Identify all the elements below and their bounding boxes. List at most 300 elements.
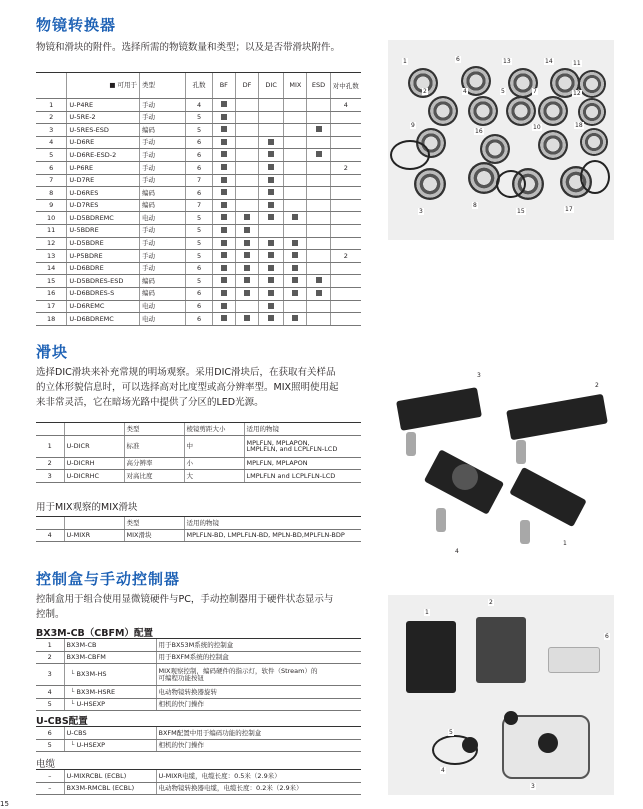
page-number: 15 — [0, 800, 9, 808]
row-number: 13 — [36, 250, 67, 263]
cell-esd — [307, 136, 330, 149]
row-number: 1 — [36, 99, 67, 112]
cell-mix — [284, 275, 307, 288]
cell-esd — [307, 124, 330, 137]
check-square-icon — [268, 265, 274, 271]
section1-desc: 物镜和滑块的附件。选择所需的物镜数量和类型；以及是否带滑块附件。 — [36, 42, 341, 53]
cell-bf — [212, 250, 235, 263]
check-square-icon — [221, 277, 227, 283]
row-holes: 7 — [186, 174, 212, 187]
row-number: 3 — [36, 664, 64, 686]
row-type: 编码 — [140, 275, 186, 288]
check-square-icon — [244, 240, 250, 246]
row-centering — [330, 136, 361, 149]
row-number: 2 — [36, 457, 64, 470]
check-square-icon — [316, 126, 322, 132]
cell-esd — [307, 187, 330, 200]
row-model: U-DICR — [64, 435, 124, 457]
cell-df — [235, 212, 258, 225]
control-box-image — [406, 621, 456, 693]
cell-bf — [212, 199, 235, 212]
row-model: U-P4RE — [67, 99, 140, 112]
row-type: 编码 — [140, 124, 186, 137]
section2-desc-3: 来非常灵活，它在暗场光路中提供了分区的LED光源。 — [36, 397, 264, 408]
cell-dic — [259, 300, 284, 313]
row-centering — [330, 237, 361, 250]
row-model: U-D6RES — [67, 187, 140, 200]
nosepiece-image — [428, 96, 458, 126]
table-row — [36, 124, 361, 137]
row-holes: 6 — [186, 149, 212, 162]
cb-table — [36, 638, 361, 711]
row-model — [64, 782, 156, 795]
row-type: 手动 — [140, 262, 186, 275]
row-number: 3 — [36, 470, 64, 483]
table-row — [36, 224, 361, 237]
cell-mix — [284, 99, 307, 112]
cell-dic — [259, 161, 284, 174]
cell-dic — [259, 199, 284, 212]
cell-df — [235, 237, 258, 250]
row-description — [156, 739, 361, 752]
row-model: U-D6BDRE — [67, 262, 140, 275]
check-square-icon — [268, 139, 274, 145]
photo-callout: 5 — [501, 88, 505, 95]
header-mix: MIX — [284, 73, 307, 99]
cell-esd — [307, 199, 330, 212]
cell-esd — [307, 275, 330, 288]
table-row — [36, 111, 361, 124]
photo-callout: 6 — [605, 633, 609, 640]
mix-header-type: 类型 — [124, 517, 184, 530]
nosepiece-image — [578, 70, 606, 98]
check-square-icon — [268, 303, 274, 309]
row-centering — [330, 124, 361, 137]
check-square-icon — [221, 240, 227, 246]
cell-esd — [307, 161, 330, 174]
row-type: 编码 — [140, 199, 186, 212]
description-line-1: 相机的快门操作 — [158, 741, 204, 750]
check-square-icon — [268, 277, 274, 283]
objectives-line-1: MPLFLN, MPLAPON, — [246, 438, 310, 447]
table-row — [36, 782, 361, 795]
photo-callout: 3 — [531, 783, 535, 790]
row-model: U-5RES-ESD — [67, 124, 140, 137]
row-model: U-D6RE — [67, 136, 140, 149]
photo-callout: 11 — [573, 60, 581, 67]
table-row — [36, 212, 361, 225]
cell-mix — [284, 124, 307, 137]
nosepiece-image — [538, 96, 568, 126]
check-square-icon — [244, 277, 250, 283]
row-number: 3 — [36, 124, 67, 137]
description-line-1: 相机的快门操作 — [158, 700, 204, 709]
cell-mix — [284, 187, 307, 200]
header-df: DF — [235, 73, 258, 99]
table-header — [36, 73, 361, 99]
cell-mix — [284, 174, 307, 187]
row-centering: 2 — [330, 250, 361, 263]
row-holes: 6 — [186, 313, 212, 326]
table-row — [36, 300, 361, 313]
row-holes: 6 — [186, 136, 212, 149]
row-number: 17 — [36, 300, 67, 313]
photo-callout: 2 — [423, 88, 427, 95]
cell-esd — [307, 111, 330, 124]
row-type: 手动 — [140, 111, 186, 124]
photo-callout: 9 — [411, 122, 415, 129]
row-model: U-D7RES — [67, 199, 140, 212]
cell-dic — [259, 124, 284, 137]
indent-tree-icon: └ — [70, 670, 77, 679]
row-number: 4 — [36, 136, 67, 149]
cable-table — [36, 769, 361, 795]
cell-esd — [307, 224, 330, 237]
cb-subtitle: BX3M-CB（CBFM）配置 — [36, 628, 153, 639]
row-number: 7 — [36, 174, 67, 187]
model-text: U-MIXRCBL (ECBL) — [66, 771, 127, 780]
table-row — [36, 664, 361, 686]
check-square-icon — [268, 290, 274, 296]
row-description — [156, 639, 361, 652]
cable-image — [432, 735, 478, 765]
row-objectives: MPLFLN-BD, LMPLFLN-BD, MPLN-BD,MPLFLN-BDP — [184, 529, 361, 542]
cell-mix — [284, 149, 307, 162]
controller-photo — [388, 595, 614, 795]
check-square-icon — [244, 265, 250, 271]
cell-mix — [284, 250, 307, 263]
cell-dic — [259, 187, 284, 200]
row-holes: 5 — [186, 224, 212, 237]
cell-mix — [284, 111, 307, 124]
cell-df — [235, 149, 258, 162]
row-holes: 5 — [186, 111, 212, 124]
description-line-1: 电动物镜转换器旋转 — [158, 687, 217, 696]
row-centering — [330, 199, 361, 212]
photo-callout: 8 — [473, 202, 477, 209]
table-row — [36, 639, 361, 652]
row-number: 6 — [36, 161, 67, 174]
row-number: 2 — [36, 111, 67, 124]
control-box-image — [476, 617, 526, 683]
description-line-1: BXFM配置中用于编码功能的控制盒 — [158, 728, 262, 737]
check-square-icon — [268, 164, 274, 170]
header-bf: BF — [212, 73, 235, 99]
row-type: 手动 — [140, 161, 186, 174]
check-square-icon — [292, 252, 298, 258]
nosepiece-photo — [388, 40, 614, 240]
photo-callout: 1 — [425, 609, 429, 616]
description-line-1: MIX观察控制，编码硬件的指示灯，软件（Stream）的 — [158, 667, 318, 676]
row-number: 4 — [36, 529, 64, 542]
row-holes: 5 — [186, 250, 212, 263]
row-shear: 中 — [184, 435, 244, 457]
cell-df — [235, 313, 258, 326]
header-available: ■ 可用于 — [67, 73, 140, 99]
slider-header-objectives: 适用的物镜 — [244, 423, 361, 436]
row-objectives — [244, 470, 361, 483]
check-square-icon — [268, 202, 274, 208]
check-square-icon — [221, 315, 227, 321]
cell-df — [235, 187, 258, 200]
check-square-icon — [292, 214, 298, 220]
check-square-icon — [268, 240, 274, 246]
row-number: 14 — [36, 262, 67, 275]
slider-image — [396, 387, 482, 431]
description-line-1: U-MIXR电缆，电缆长度：0.5米（2.9米） — [158, 771, 281, 780]
check-square-icon — [221, 177, 227, 183]
row-holes: 6 — [186, 300, 212, 313]
row-type: 手动 — [140, 149, 186, 162]
cable-image — [390, 140, 430, 170]
slider-knob-image — [520, 520, 530, 544]
cell-bf — [212, 224, 235, 237]
table-row — [36, 187, 361, 200]
cell-mix — [284, 136, 307, 149]
row-number: 15 — [36, 275, 67, 288]
row-centering — [330, 287, 361, 300]
row-number: 8 — [36, 187, 67, 200]
indent-tree-icon: └ — [70, 687, 77, 696]
indent-tree-icon: └ — [70, 700, 77, 709]
row-type: 对高比度 — [124, 470, 184, 483]
header-centering: 对中孔数 — [330, 73, 361, 99]
row-model: U-D5BDRE — [67, 237, 140, 250]
model-text: BX3M-CB — [66, 640, 97, 649]
cell-esd — [307, 99, 330, 112]
row-centering — [330, 275, 361, 288]
cell-bf — [212, 287, 235, 300]
row-centering — [330, 262, 361, 275]
row-model — [64, 698, 156, 711]
photo-callout: 17 — [565, 206, 573, 213]
check-square-icon — [292, 290, 298, 296]
photo-callout: 6 — [456, 56, 460, 63]
row-shear: 大 — [184, 470, 244, 483]
check-square-icon — [244, 315, 250, 321]
cell-bf — [212, 313, 235, 326]
row-centering — [330, 174, 361, 187]
cell-esd — [307, 262, 330, 275]
row-number: 12 — [36, 237, 67, 250]
cell-bf — [212, 111, 235, 124]
objectives-line-1: MPLFLN, MPLAPON — [246, 459, 308, 468]
cell-df — [235, 262, 258, 275]
description-line-2: 可编程功能按钮 — [158, 673, 204, 682]
photo-callout: 10 — [533, 124, 541, 131]
row-model: U-DICRH — [64, 457, 124, 470]
cell-dic — [259, 250, 284, 263]
row-number: 5 — [36, 739, 64, 752]
photo-callout: 3 — [419, 208, 423, 215]
check-square-icon — [244, 290, 250, 296]
table-row — [36, 199, 361, 212]
photo-callout: 13 — [503, 58, 511, 65]
row-model: U-MIXR — [64, 529, 124, 542]
check-square-icon — [221, 252, 227, 258]
cell-bf — [212, 212, 235, 225]
row-objectives — [244, 435, 361, 457]
cable-subtitle: 电缆 — [36, 759, 56, 770]
check-square-icon — [268, 252, 274, 258]
row-model: U-D6BDRES-S — [67, 287, 140, 300]
cell-df — [235, 111, 258, 124]
row-holes: 5 — [186, 212, 212, 225]
cell-esd — [307, 250, 330, 263]
cell-mix — [284, 313, 307, 326]
row-centering — [330, 149, 361, 162]
photo-callout: 16 — [475, 128, 483, 135]
model-text: BX3M-HSRE — [76, 687, 116, 696]
cell-df — [235, 224, 258, 237]
row-model: U-D6BDREMC — [67, 313, 140, 326]
row-holes: 7 — [186, 199, 212, 212]
check-square-icon — [221, 139, 227, 145]
row-type: 标准 — [124, 435, 184, 457]
row-type: 手动 — [140, 174, 186, 187]
check-square-icon — [292, 277, 298, 283]
table-row — [36, 136, 361, 149]
cell-mix — [284, 161, 307, 174]
check-square-icon — [221, 214, 227, 220]
cell-df — [235, 99, 258, 112]
cell-mix — [284, 199, 307, 212]
table-row — [36, 770, 361, 783]
row-centering — [330, 111, 361, 124]
row-number: 1 — [36, 435, 64, 457]
check-square-icon — [221, 265, 227, 271]
row-description — [156, 686, 361, 699]
cell-bf — [212, 237, 235, 250]
table-row — [36, 275, 361, 288]
photo-callout: 14 — [545, 58, 553, 65]
header-holes: 孔数 — [186, 73, 212, 99]
check-square-icon — [316, 290, 322, 296]
cbs-box-image — [548, 647, 600, 673]
description-line-1: 用于BXFM系统的控制盒 — [158, 653, 229, 662]
cell-df — [235, 199, 258, 212]
photo-callout: 4 — [455, 548, 459, 555]
row-model — [64, 639, 156, 652]
cell-bf — [212, 300, 235, 313]
table-row — [36, 174, 361, 187]
model-text: BX3M-RMCBL (ECBL) — [66, 784, 135, 793]
table-row — [36, 99, 361, 112]
check-square-icon — [268, 315, 274, 321]
header-dic: DIC — [259, 73, 284, 99]
row-type: 编码 — [140, 187, 186, 200]
mix-header-objectives: 适用的物镜 — [184, 517, 361, 530]
photo-callout: 1 — [563, 540, 567, 547]
nosepiece-image — [480, 134, 510, 164]
table-row — [36, 149, 361, 162]
check-square-icon — [244, 252, 250, 258]
cell-esd — [307, 300, 330, 313]
slider-knob-image — [406, 432, 416, 456]
row-holes: 4 — [186, 99, 212, 112]
check-square-icon — [244, 214, 250, 220]
check-square-icon — [221, 101, 227, 107]
photo-callout: 3 — [477, 372, 481, 379]
row-number: 5 — [36, 149, 67, 162]
table-row — [36, 651, 361, 664]
slider-header-shear: 棱镜剪距大小 — [184, 423, 244, 436]
row-holes: 5 — [186, 275, 212, 288]
row-type: 电动 — [140, 212, 186, 225]
section3-desc-1: 控制盒用于组合使用显微镜硬件与PC，手动控制器用于硬件状态显示与 — [36, 594, 334, 605]
row-centering — [330, 187, 361, 200]
row-centering — [330, 300, 361, 313]
row-model: U-P6RE — [67, 161, 140, 174]
photo-callout: 4 — [441, 767, 445, 774]
row-type: 高分辨率 — [124, 457, 184, 470]
cell-bf — [212, 99, 235, 112]
row-description — [156, 727, 361, 740]
cell-dic — [259, 149, 284, 162]
check-square-icon — [221, 303, 227, 309]
table-row — [36, 698, 361, 711]
mix-title: 用于MIX观察的MIX滑块 — [36, 502, 138, 513]
cell-dic — [259, 111, 284, 124]
row-type: 电动 — [140, 300, 186, 313]
cell-bf — [212, 161, 235, 174]
cell-bf — [212, 149, 235, 162]
cell-mix — [284, 224, 307, 237]
slider-header-type: 类型 — [124, 423, 184, 436]
mix-table — [36, 516, 361, 542]
cell-dic — [259, 136, 284, 149]
cell-mix — [284, 300, 307, 313]
cell-bf — [212, 187, 235, 200]
nosepiece-table — [36, 72, 361, 326]
row-objectives — [244, 457, 361, 470]
photo-callout: 2 — [489, 599, 493, 606]
row-description — [156, 664, 361, 686]
nosepiece-image — [468, 162, 500, 194]
row-model — [64, 686, 156, 699]
row-holes: 6 — [186, 161, 212, 174]
row-number: – — [36, 770, 64, 783]
photo-callout: 2 — [595, 382, 599, 389]
check-square-icon — [268, 214, 274, 220]
cell-dic — [259, 237, 284, 250]
cell-dic — [259, 262, 284, 275]
photo-callout: 1 — [403, 58, 407, 65]
table-row — [36, 727, 361, 740]
cbs-subtitle: U-CBS配置 — [36, 716, 88, 727]
cell-df — [235, 250, 258, 263]
row-centering — [330, 212, 361, 225]
cell-dic — [259, 287, 284, 300]
knob-image — [504, 711, 518, 725]
row-type: 手动 — [140, 224, 186, 237]
table-row — [36, 686, 361, 699]
row-model — [64, 651, 156, 664]
cell-df — [235, 174, 258, 187]
row-number: 16 — [36, 287, 67, 300]
photo-callout: 4 — [463, 88, 467, 95]
row-shear: 小 — [184, 457, 244, 470]
cell-dic — [259, 224, 284, 237]
table-row — [36, 237, 361, 250]
header-type: 类型 — [140, 73, 186, 99]
photo-callout: 18 — [575, 122, 583, 129]
check-square-icon — [268, 189, 274, 195]
cable-image — [496, 170, 526, 198]
slider-knob-image — [516, 440, 526, 464]
row-number: 2 — [36, 651, 64, 664]
cell-esd — [307, 313, 330, 326]
